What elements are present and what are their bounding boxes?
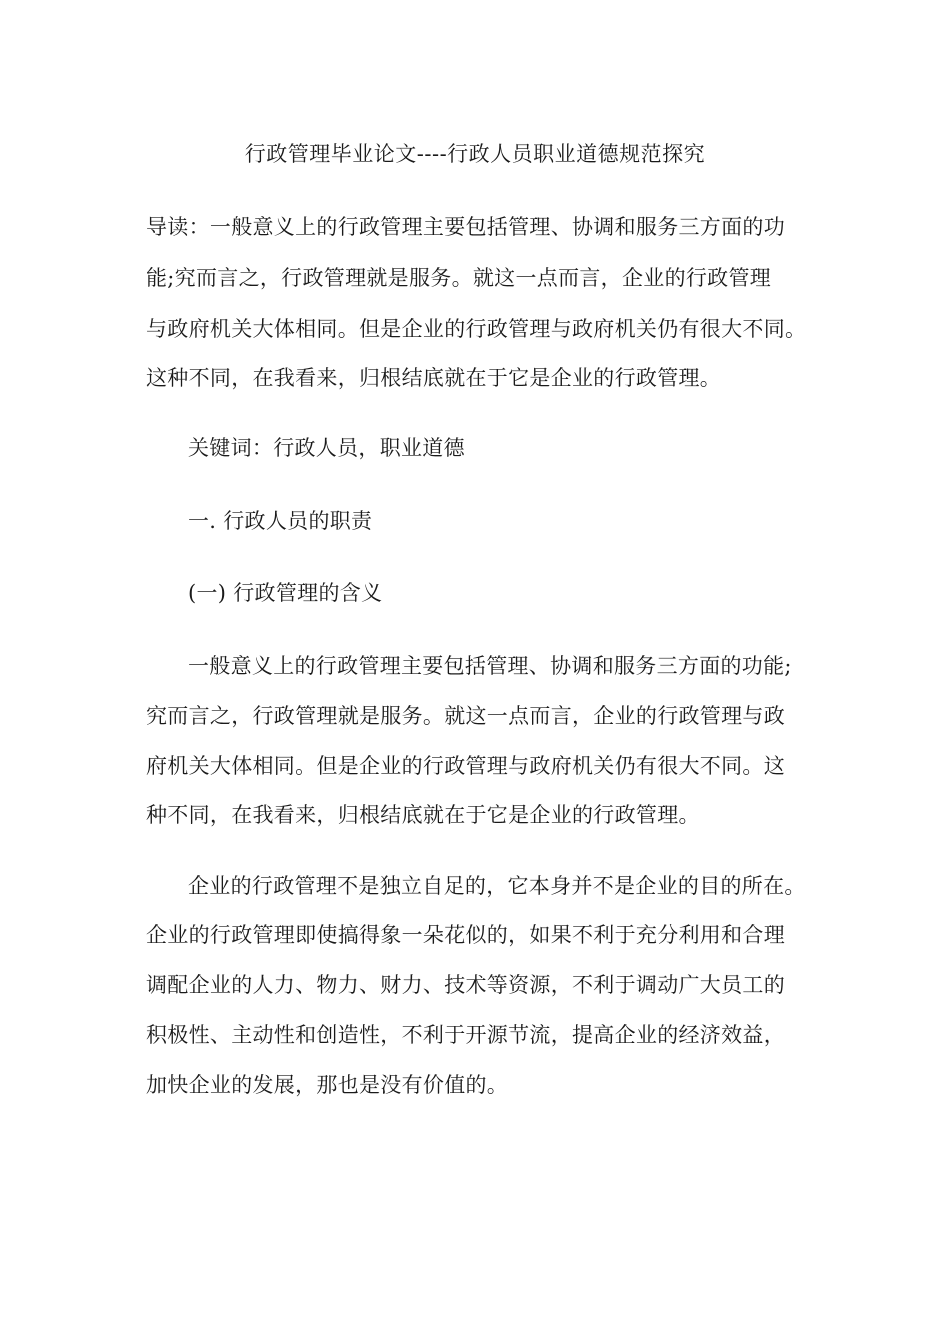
paragraph-line: 一般意义上的行政管理主要包括管理、协调和服务三方面的功能; — [188, 654, 792, 678]
intro-line: 导读：一般意义上的行政管理主要包括管理、协调和服务三方面的功 — [146, 215, 785, 239]
paragraph-line: 调配企业的人力、物力、财力、技术等资源，不利于调动广大员工的 — [146, 973, 785, 997]
paragraph-line: 府机关大体相同。但是企业的行政管理与政府机关仍有很大不同。这 — [146, 754, 785, 778]
paragraph-line: 究而言之，行政管理就是服务。就这一点而言，企业的行政管理与政 — [146, 704, 785, 728]
intro-line: 与政府机关大体相同。但是企业的行政管理与政府机关仍有很大不同。 — [146, 317, 807, 341]
paragraph-line: 加快企业的发展，那也是没有价值的。 — [146, 1073, 509, 1097]
section-heading: 一. 行政人员的职责 — [188, 509, 373, 533]
paragraph-line: 种不同，在我看来，归根结底就在于它是企业的行政管理。 — [146, 803, 700, 827]
document-title: 行政管理毕业论文----行政人员职业道德规范探究 — [244, 142, 706, 166]
intro-line: 这种不同，在我看来，归根结底就在于它是企业的行政管理。 — [146, 366, 722, 390]
paragraph-line: 企业的行政管理即使搞得象一朵花似的，如果不利于充分利用和合理 — [146, 923, 785, 947]
subsection-heading: (一) 行政管理的含义 — [188, 581, 383, 605]
intro-line: 能;究而言之，行政管理就是服务。就这一点而言，企业的行政管理 — [146, 266, 772, 290]
paragraph-line: 积极性、主动性和创造性，不利于开源节流，提高企业的经济效益， — [146, 1023, 785, 1047]
paragraph-line: 企业的行政管理不是独立自足的，它本身并不是企业的目的所在。 — [188, 874, 806, 898]
keywords: 关键词：行政人员，职业道德 — [188, 436, 465, 460]
